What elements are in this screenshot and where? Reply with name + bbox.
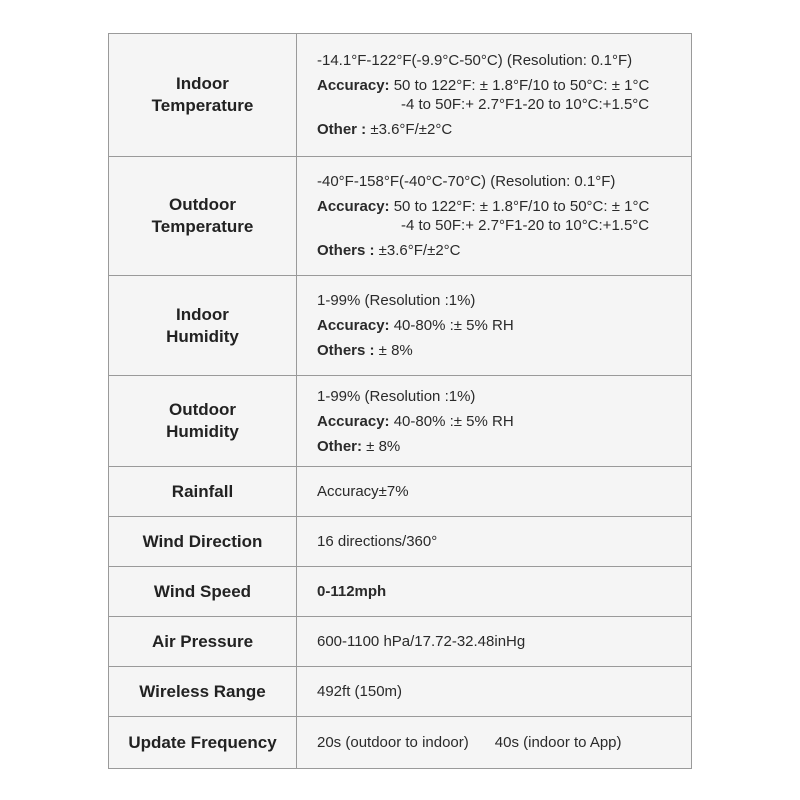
other-key: Other :	[317, 121, 367, 138]
accuracy-line	[317, 316, 691, 335]
label-line: Humidity	[166, 326, 239, 346]
table-row	[109, 617, 692, 667]
row-value: 16 directions/360°	[297, 517, 692, 567]
table-row	[109, 276, 692, 376]
accuracy-key: Accuracy:	[317, 317, 390, 334]
other-line	[317, 120, 691, 139]
other-key: Others :	[317, 342, 375, 359]
row-value: 0-112mph	[297, 567, 692, 617]
table-row	[109, 717, 692, 769]
other-value: ±3.6°F/±2°C	[374, 242, 461, 259]
accuracy-line-2: -4 to 50F:+ 2.7°F1-20 to 10°C:+1.5°C	[401, 96, 650, 113]
row-label: Air Pressure	[109, 617, 297, 667]
row-value	[297, 717, 692, 769]
row-value	[297, 376, 692, 467]
accuracy-line	[317, 76, 691, 95]
table-row	[109, 34, 692, 157]
other-value: ±3.6°F/±2°C	[366, 121, 453, 138]
update-value-2: 40s (indoor to App)	[494, 734, 622, 751]
label-line: Outdoor	[168, 400, 237, 419]
row-value: 492ft (150m)	[297, 667, 692, 717]
other-key: Other:	[317, 437, 362, 455]
accuracy-key: Accuracy:	[317, 412, 390, 430]
range-text: 1-99% (Resolution :1%)	[317, 387, 476, 405]
table-row	[109, 376, 692, 467]
accuracy-value: 50 to 122°F: ± 1.8°F/10 to 50°C: ± 1°C	[389, 77, 650, 94]
row-value	[297, 276, 692, 376]
row-value: Accuracy±7%	[297, 467, 692, 517]
accuracy-line	[317, 197, 691, 216]
range-text: -40°F-158°F(-40°C-70°C) (Resolution: 0.1°F)	[317, 173, 616, 190]
other-value: ± 8%	[362, 437, 401, 455]
row-value: 600-1100 hPa/17.72-32.48inHg	[297, 617, 692, 667]
other-key: Others :	[317, 242, 375, 259]
other-line	[317, 241, 691, 260]
accuracy-value: 40-80% :± 5% RH	[389, 317, 514, 334]
row-value	[297, 157, 692, 276]
table-row	[109, 157, 692, 276]
accuracy-key: Accuracy:	[317, 198, 390, 215]
table-row	[109, 567, 692, 617]
other-line	[317, 437, 691, 456]
row-label	[109, 376, 297, 467]
label-line: Temperature	[151, 96, 254, 115]
label-line: Indoor	[176, 304, 229, 324]
label-line: Outdoor	[168, 195, 237, 214]
row-label: Wind Direction	[109, 517, 297, 567]
update-value-1: 20s (outdoor to indoor)	[317, 734, 469, 751]
accuracy-line-2: -4 to 50F:+ 2.7°F1-20 to 10°C:+1.5°C	[401, 217, 650, 234]
row-label	[109, 276, 297, 376]
range-text: 1-99% (Resolution :1%)	[317, 292, 476, 309]
row-label	[109, 157, 297, 276]
row-label: Wireless Range	[109, 667, 297, 717]
other-line	[317, 341, 691, 360]
row-label	[109, 34, 297, 157]
row-label: Update Frequency	[109, 717, 297, 769]
accuracy-value: 50 to 122°F: ± 1.8°F/10 to 50°C: ± 1°C	[389, 198, 650, 215]
table-row	[109, 517, 692, 567]
label-line: Humidity	[166, 422, 239, 441]
label-line: Temperature	[151, 217, 254, 236]
accuracy-key: Accuracy:	[317, 77, 390, 94]
row-value	[297, 34, 692, 157]
label-line: Indoor	[176, 74, 229, 93]
spec-table	[108, 33, 692, 769]
range-text: -14.1°F-122°F(-9.9°C-50°C) (Resolution: 0.1°F)	[317, 52, 633, 69]
other-value: ± 8%	[374, 342, 413, 359]
accuracy-value: 40-80% :± 5% RH	[389, 412, 514, 430]
table-row	[109, 667, 692, 717]
row-label: Rainfall	[109, 467, 297, 517]
table-row	[109, 467, 692, 517]
accuracy-line	[317, 412, 691, 431]
row-label: Wind Speed	[109, 567, 297, 617]
